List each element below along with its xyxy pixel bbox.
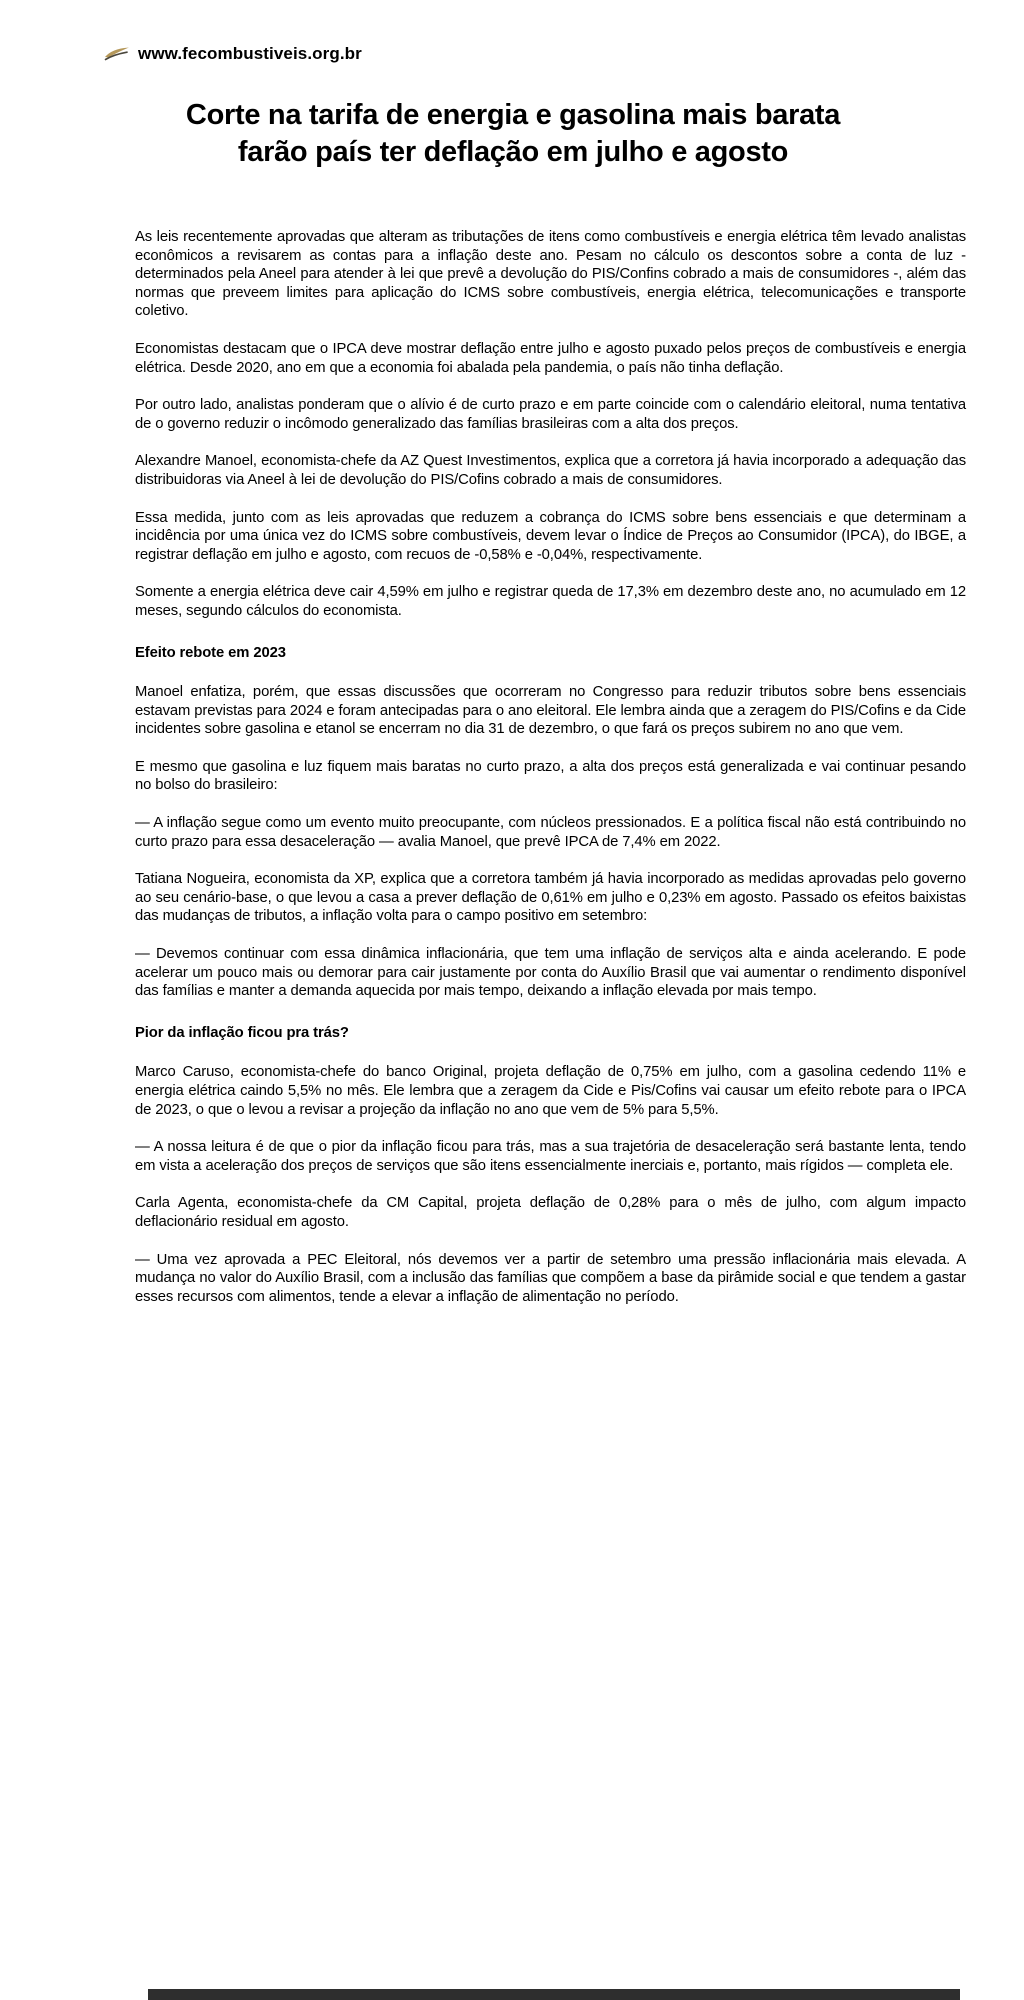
article-paragraph: Somente a energia elétrica deve cair 4,59% em julho e registrar queda de 17,3% em dezembro deste ano, no acumulado em 12 meses, segundo cálculos do economista. [135,584,966,619]
article-title [97,97,929,171]
article-paragraph: Essa medida, junto com as leis aprovadas que reduzem a cobrança do ICMS sobre bens essenciais e que determinam a incidência por uma única vez do ICMS sobre combustíveis, devem levar o Índice de Preços ao Consumidor (IPCA), do IBGE, a registrar deflação em julho e agosto, com recuos de -0,58% e -0,04%, respectivamente. [135,509,966,563]
article-paragraph: Marco Caruso, economista-chefe do banco Original, projeta deflação de 0,75% em julho, com a gasolina cedendo 11% e energia elétrica caindo 5,5% no mês. Ele lembra que a zeragem da Cide e Pis/Cofins vai causar um efeito rebote para o IPCA de 2023, o que o levou a revisar a projeção da inflação no ano que vem de 5% para 5,5%. [135,1064,966,1118]
article-paragraph: Tatiana Nogueira, economista da XP, explica que a corretora também já havia incorporado as medidas aprovadas pelo governo ao seu cenário-base, o que levou a casa a prever deflação de 0,61% em julho e 0,23% em agosto. Passado os efeitos baixistas das mudanças de tributos, a inflação volta para o campo positivo em setembro: [135,871,966,925]
article-body [135,228,966,1325]
bottom-bar [148,1989,960,2000]
article-paragraph: Alexandre Manoel, economista-chefe da AZ Quest Investimentos, explica que a corretora já havia incorporado a adequação das distribuidoras via Aneel à lei de devolução do PIS/Cofins cobrado a mais de consumidores. [135,453,966,488]
article-title-line2: farão país ter deflação em julho e agosto [237,136,789,168]
article-paragraph: Por outro lado, analistas ponderam que o alívio é de curto prazo e em parte coincide com o calendário eleitoral, numa tentativa de o governo reduzir o incômodo generalizado das famílias brasileiras com a alta dos preços. [135,397,966,432]
site-url: www.fecombustiveis.org.br [138,44,362,63]
article-paragraph: E mesmo que gasolina e luz fiquem mais baratas no curto prazo, a alta dos preços está generalizada e vai continuar pesando no bolso do brasileiro: [135,758,966,794]
section-heading: Efeito rebote em 2023 [135,644,286,661]
article-paragraph: Economistas destacam que o IPCA deve mostrar deflação entre julho e agosto puxado pelos preços de combustíveis e energia elétrica. Desde 2020, ano em que a economia foi abalada pela pandemia, o país não tinha deflação. [135,340,966,376]
section-heading: Pior da inflação ficou pra trás? [135,1024,349,1041]
article-paragraph: — Devemos continuar com essa dinâmica inflacionária, que tem uma inflação de serviços alta e ainda acelerando. E pode acelerar um pouco mais ou demorar para cair justamente por conta do Auxílio Brasil que vai aumentar o rendimento disponível das famílias e manter a demanda aquecida por mais tempo, deixando a inflação elevada por mais tempo. [135,946,966,1000]
article-paragraph: Manoel enfatiza, porém, que essas discussões que ocorreram no Congresso para reduzir tributos sobre bens essenciais estavam previstas para 2024 e foram antecipadas para o ano eleitoral. Ele lembra ainda que a zeragem do PIS/Cofins e da Cide incidentes sobre gasolina e etanol se encerram no dia 31 de dezembro, o que fará os preços subirem no ano que vem. [135,684,966,738]
article-paragraph: — A inflação segue como um evento muito preocupante, com núcleos pressionados. E a política fiscal não está contribuindo no curto prazo para essa desaceleração — avalia Manoel, que prevê IPCA de 7,4% em 2022. [135,815,966,850]
swoosh-icon [103,46,131,63]
article-paragraph: Carla Agenta, economista-chefe da CM Capital, projeta deflação de 0,28% para o mês de julho, com algum impacto deflacionário residual em agosto. [135,1195,966,1230]
article-title-line1: Corte na tarifa de energia e gasolina mais barata [185,99,841,131]
article-paragraph: — A nossa leitura é de que o pior da inflação ficou para trás, mas a sua trajetória de desaceleração será bastante lenta, tendo em vista a aceleração dos preços de serviços que são itens essencialmente inerciais e, portanto, mais rígidos — completa ele. [135,1139,966,1174]
article-paragraph: — Uma vez aprovada a PEC Eleitoral, nós devemos ver a partir de setembro uma pressão inflacionária mais elevada. A mudança no valor do Auxílio Brasil, com a inclusão das famílias que compõem a base da pirâmide social e que tendem a gastar esses recursos com alimentos, tende a elevar a inflação de alimentação no período. [135,1251,966,1305]
site-header [103,44,362,64]
article-paragraph: As leis recentemente aprovadas que alteram as tributações de itens como combustíveis e energia elétrica têm levado analistas econômicos a revisarem as contas para a inflação deste ano. Pesam no cálculo os descontos sobre a conta de luz - determinados pela Aneel para atender à lei que prevê a devolução do PIS/Confins cobrado a mais de consumidores -, além das normas que preveem limites para aplicação do ICMS sobre combustíveis, energia elétrica, telecomunicações e transporte coletivo. [135,229,966,320]
